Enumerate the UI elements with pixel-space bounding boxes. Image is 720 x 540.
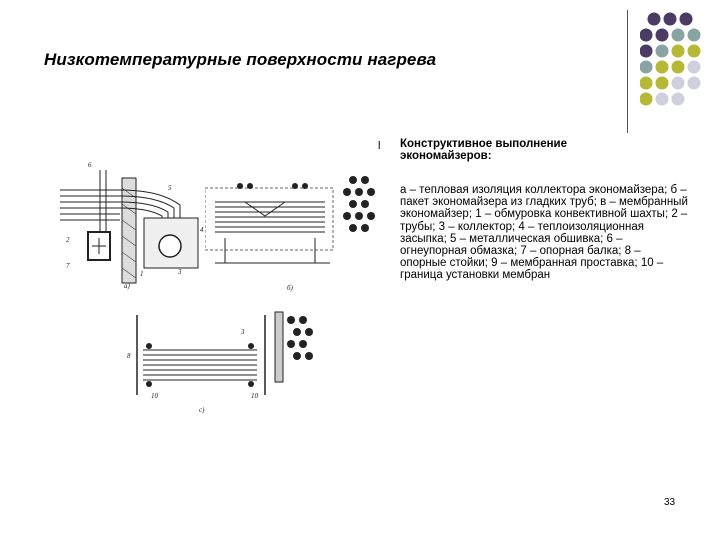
decor-dot (680, 13, 693, 26)
figure-a-number-4: 7 (66, 262, 70, 270)
figure-a-label: а) (124, 282, 130, 290)
figure-a-number-1: 6 (88, 161, 92, 169)
decor-dot (672, 93, 685, 106)
figure-c-membrane-economizer (125, 310, 315, 420)
decor-dot (672, 45, 685, 58)
figure-c-label: с) (199, 406, 205, 414)
decor-dot (640, 93, 653, 106)
divider-line (627, 10, 628, 133)
decor-dot (664, 13, 677, 26)
decor-dot (656, 93, 669, 106)
decorative-dot-grid (640, 12, 716, 112)
figure-b-tube-package (205, 168, 385, 293)
decor-dot (640, 61, 653, 74)
figure-a-number-7: 1 (140, 270, 144, 278)
figure-c-number-2: 3 (241, 328, 245, 336)
page-number: 33 (664, 497, 676, 508)
decor-dot (640, 29, 653, 42)
decor-dot (672, 77, 685, 90)
decor-dot (688, 29, 701, 42)
decor-dot (656, 77, 669, 90)
figure-c-number-3: 10 (151, 392, 158, 400)
section-heading: Конструктивное выполнение экономайзеров: (400, 138, 568, 162)
figure-a-collector-insulation (60, 160, 210, 290)
decor-dot (688, 61, 701, 74)
figure-c-number-1: 8 (127, 352, 131, 360)
decor-dot (672, 29, 685, 42)
bullet-marker: l (378, 140, 381, 152)
decor-dot (656, 61, 669, 74)
legend-text: а – тепловая изоляция коллектора экономайзера; б – пакет экономайзера из гладких труб; в – мембранный экономайзер; 1 – обмуровка конвективной шахты; 2 – трубы; 3 – коллектор; 4 – теплоизоляционная засыпка; 5 – металлическая обшивка; 6 – огнеупорная обмазка; 7 – опорная балка; 8 – опорные стойки; 9 – мембранная проставка; 10 – граница установки мембран (400, 184, 688, 282)
decor-dot (688, 45, 701, 58)
decor-dot (648, 13, 661, 26)
figure-a-number-3: 2 (66, 236, 70, 244)
figure-a-number-2: 5 (168, 184, 172, 192)
decor-dot (672, 61, 685, 74)
slide-title: Низкотемпературные поверхности нагрева (44, 50, 437, 69)
decor-dot (640, 45, 653, 58)
decor-dot (656, 29, 669, 42)
figure-a-number-6: 3 (178, 268, 182, 276)
decor-dot (688, 77, 701, 90)
decor-dot (656, 45, 669, 58)
figure-b-label: б) (287, 284, 293, 292)
figure-c-number-4: 10 (251, 392, 258, 400)
decor-dot (640, 77, 653, 90)
figure-a-number-5: 4 (200, 226, 204, 234)
